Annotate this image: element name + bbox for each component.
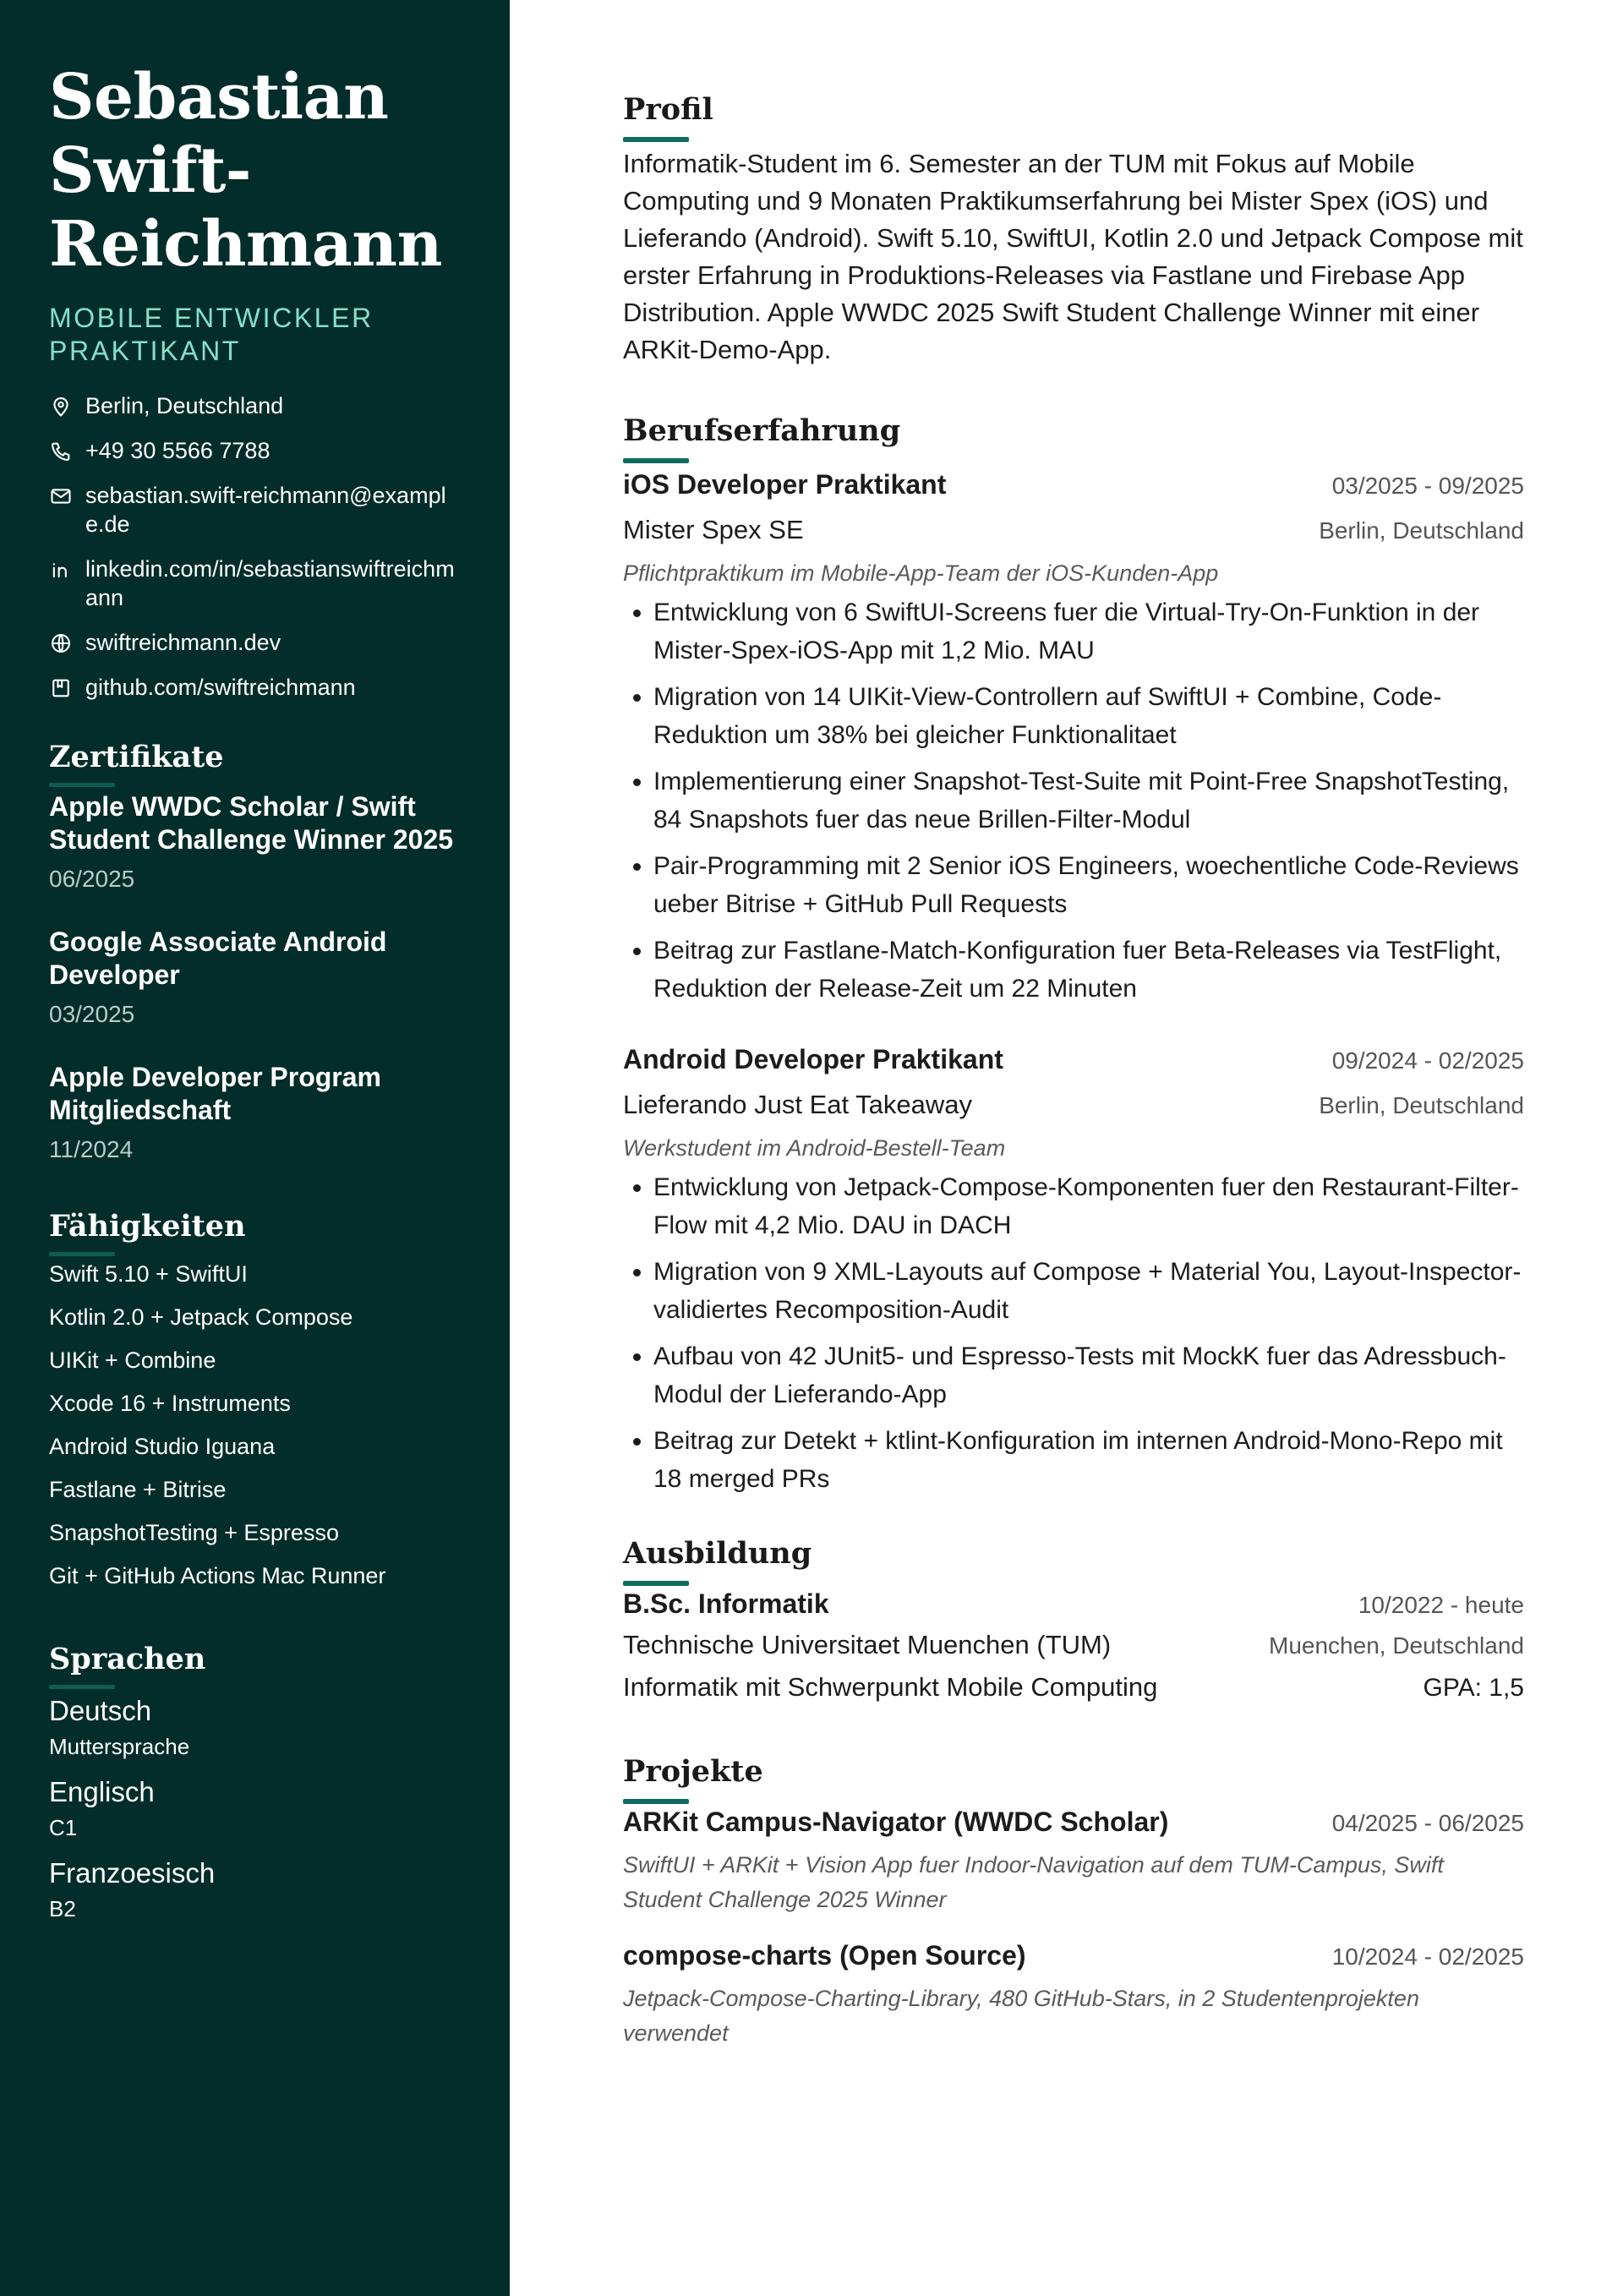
certificates-divider xyxy=(49,783,115,787)
job-company-row xyxy=(623,1077,1524,1123)
profile-divider xyxy=(623,137,689,142)
job-entry xyxy=(623,467,1524,1008)
project-description: SwiftUI + ARKit + Vision App fuer Indoor-Navigation auf dem TUM-Campus, Swift Student Challenge 2025 Winner xyxy=(623,1852,1444,1912)
certificate-item xyxy=(49,790,461,894)
job-bullet: • Implementierung einer Snapshot-Test-Suite mit Point-Free SnapshotTesting, 84 Snapshots fuer das neue Brillen-Filter-Modul xyxy=(653,763,1524,839)
certificate-title: Google Associate Android Developer xyxy=(49,927,387,990)
location-pin-icon xyxy=(49,395,73,418)
skill-item: SnapshotTesting + Espresso xyxy=(49,1520,339,1545)
project-entry xyxy=(623,1804,1524,1917)
languages-section xyxy=(49,1641,461,1922)
name-line-3: Reichmann xyxy=(49,208,442,281)
contact-github-text[interactable]: github.com/swiftreichmann xyxy=(85,675,356,700)
contact-website-text[interactable]: swiftreichmann.dev xyxy=(85,630,281,655)
project-date: 10/2024 - 02/2025 xyxy=(1331,1943,1524,1970)
contact-linkedin-text[interactable]: linkedin.com/in/sebastianswiftreichmann xyxy=(85,556,455,610)
skill-item: Kotlin 2.0 + Jetpack Compose xyxy=(49,1304,353,1330)
contact-email-text[interactable]: sebastian.swift-reichmann@example.de xyxy=(85,483,446,537)
job-bullet: • Entwicklung von 6 SwiftUI-Screens fuer die Virtual-Try-On-Funktion in der Mister-Spex-iOS-App mit 1,2 Mio. MAU xyxy=(653,593,1524,670)
project-entry xyxy=(623,1938,1524,2051)
contact-list xyxy=(49,391,461,702)
linkedin-icon xyxy=(49,558,73,582)
main-content xyxy=(623,91,1524,2051)
project-date: 04/2025 - 06/2025 xyxy=(1331,1810,1524,1836)
education-section xyxy=(623,1535,1524,1706)
project-description: Jetpack-Compose-Charting-Library, 480 GitHub-Stars, in 2 Studentenprojekten verwendet xyxy=(623,1986,1419,2046)
job-company: Lieferando Just Eat Takeaway xyxy=(623,1090,973,1119)
job-location: Berlin, Deutschland xyxy=(1319,1092,1524,1118)
skill-item: Xcode 16 + Instruments xyxy=(49,1391,291,1416)
education-gpa: GPA: 1,5 xyxy=(1423,1674,1524,1702)
job-bullet: • Aufbau von 42 JUnit5- und Espresso-Tests mit MockK fuer das Adressbuch-Modul der Lieferando-App xyxy=(653,1337,1524,1413)
education-date: 10/2022 - heute xyxy=(1358,1592,1524,1618)
certificates-section xyxy=(49,739,461,1164)
candidate-name xyxy=(49,61,461,282)
job-entry xyxy=(623,1041,1524,1498)
job-bullets xyxy=(623,1168,1524,1498)
job-bullet: • Migration von 14 UIKit-View-Controllern auf SwiftUI + Combine, Code-Reduktion um 38% bei gleicher Funktionalitaet xyxy=(653,678,1524,754)
job-header xyxy=(623,467,1524,502)
experience-divider xyxy=(623,458,689,463)
languages-heading: Sprachen xyxy=(49,1642,206,1676)
contact-phone[interactable] xyxy=(49,436,461,465)
name-line-1: Sebastian xyxy=(49,61,389,134)
job-bullet: • Entwicklung von Jetpack-Compose-Komponenten fuer den Restaurant-Filter-Flow mit 4,2 Mio. DAU in DACH xyxy=(653,1168,1524,1244)
sidebar xyxy=(0,0,510,2296)
contact-linkedin[interactable] xyxy=(49,555,461,612)
job-bullet: • Migration von 9 XML-Layouts auf Compose + Material You, Layout-Inspector-validiertes Recomposition-Audit xyxy=(653,1253,1524,1329)
job-bullet: • Pair-Programming mit 2 Senior iOS Engineers, woechentliche Code-Reviews ueber Bitrise + GitHub Pull Requests xyxy=(653,847,1524,923)
education-focus-row xyxy=(623,1664,1524,1706)
project-title: ARKit Campus-Navigator (WWDC Scholar) xyxy=(623,1807,1169,1837)
certificate-date: 03/2025 xyxy=(49,1001,135,1027)
skill-item: Swift 5.10 + SwiftUI xyxy=(49,1261,248,1287)
education-degree: B.Sc. Informatik xyxy=(623,1588,829,1619)
job-company: Mister Spex SE xyxy=(623,515,804,544)
languages-divider xyxy=(49,1685,115,1689)
role-line-1: MOBILE ENTWICKLER xyxy=(49,303,374,333)
profile-text: Informatik-Student im 6. Semester an der TUM mit Fokus auf Mobile Computing und 9 Monaten Praktikumserfahrung bei Mister Spex (iOS) und Lieferando (Android). Swift 5.10, SwiftUI, Kotlin 2.0 und Jetpack Compose mit erster Erfahrung in Produktions-Releases via Fastlane und Firebase App Distribution. Apple WWDC 2025 Swift Student Challenge Winner mit einer ARKit-Demo-App. xyxy=(623,149,1523,364)
project-header xyxy=(623,1938,1524,1973)
job-note: Werkstudent im Android-Bestell-Team xyxy=(623,1135,1006,1161)
job-title: Android Developer Praktikant xyxy=(623,1044,1003,1074)
certificate-item xyxy=(49,1061,461,1164)
contact-website[interactable] xyxy=(49,628,461,657)
skill-item: Android Studio Iguana xyxy=(49,1434,276,1459)
job-role xyxy=(49,302,461,368)
language-name: Franzoesisch xyxy=(49,1857,216,1889)
language-name: Englisch xyxy=(49,1776,155,1807)
certificate-date: 06/2025 xyxy=(49,866,135,892)
contact-location xyxy=(49,391,461,420)
skills-heading: Fähigkeiten xyxy=(49,1209,246,1244)
phone-icon xyxy=(49,440,73,463)
skill-item: Fastlane + Bitrise xyxy=(49,1477,227,1502)
job-note: Pflichtpraktikum im Mobile-App-Team der iOS-Kunden-App xyxy=(623,560,1219,586)
project-header xyxy=(623,1804,1524,1840)
contact-email[interactable] xyxy=(49,481,461,538)
language-level: B2 xyxy=(49,1896,76,1922)
role-line-2: PRAKTIKANT xyxy=(49,336,241,366)
contact-phone-text[interactable]: +49 30 5566 7788 xyxy=(85,438,270,463)
email-icon xyxy=(49,484,73,508)
experience-heading: Berufserfahrung xyxy=(623,413,901,448)
job-bullet: • Beitrag zur Fastlane-Match-Konfiguration fuer Beta-Releases via TestFlight, Reduktion der Release-Zeit um 22 Minuten xyxy=(653,932,1524,1008)
name-line-2: Swift- xyxy=(49,134,251,207)
job-bullets xyxy=(623,593,1524,1008)
projects-section xyxy=(623,1753,1524,2051)
profile-heading: Profil xyxy=(623,92,713,127)
certificate-date: 11/2024 xyxy=(49,1136,134,1162)
job-company-row xyxy=(623,502,1524,548)
certificates-heading: Zertifikate xyxy=(49,740,224,774)
education-school: Technische Universitaet Muenchen (TUM) xyxy=(623,1630,1112,1659)
language-level: Muttersprache xyxy=(49,1734,190,1759)
experience-section xyxy=(623,413,1524,1498)
job-title: iOS Developer Praktikant xyxy=(623,469,947,500)
job-date: 03/2025 - 09/2025 xyxy=(1331,473,1524,499)
project-title: compose-charts (Open Source) xyxy=(623,1940,1026,1971)
education-heading: Ausbildung xyxy=(623,1536,812,1571)
github-icon xyxy=(49,676,73,700)
certificate-title: Apple Developer Program Mitgliedschaft xyxy=(49,1062,381,1125)
language-name: Deutsch xyxy=(49,1695,152,1726)
skill-item: UIKit + Combine xyxy=(49,1348,216,1373)
job-bullet: • Beitrag zur Detekt + ktlint-Konfiguration im internen Android-Mono-Repo mit 18 merged PRs xyxy=(653,1422,1524,1498)
education-header xyxy=(623,1586,1524,1621)
globe-icon xyxy=(49,631,73,655)
education-focus: Informatik mit Schwerpunkt Mobile Computing xyxy=(623,1672,1158,1702)
job-location: Berlin, Deutschland xyxy=(1319,517,1524,544)
contact-location-text: Berlin, Deutschland xyxy=(85,393,284,418)
certificate-item xyxy=(49,926,461,1029)
skills-divider xyxy=(49,1252,115,1256)
profile-section xyxy=(623,91,1524,369)
projects-heading: Projekte xyxy=(623,1754,763,1789)
skills-section xyxy=(49,1208,461,1590)
job-date: 09/2024 - 02/2025 xyxy=(1331,1047,1524,1074)
contact-github[interactable] xyxy=(49,673,461,702)
job-header xyxy=(623,1041,1524,1077)
education-location: Muenchen, Deutschland xyxy=(1269,1632,1524,1659)
education-school-row xyxy=(623,1621,1524,1664)
skill-item: Git + GitHub Actions Mac Runner xyxy=(49,1563,386,1588)
certificate-title: Apple WWDC Scholar / Swift Student Challenge Winner 2025 xyxy=(49,791,454,855)
language-level: C1 xyxy=(49,1815,78,1840)
